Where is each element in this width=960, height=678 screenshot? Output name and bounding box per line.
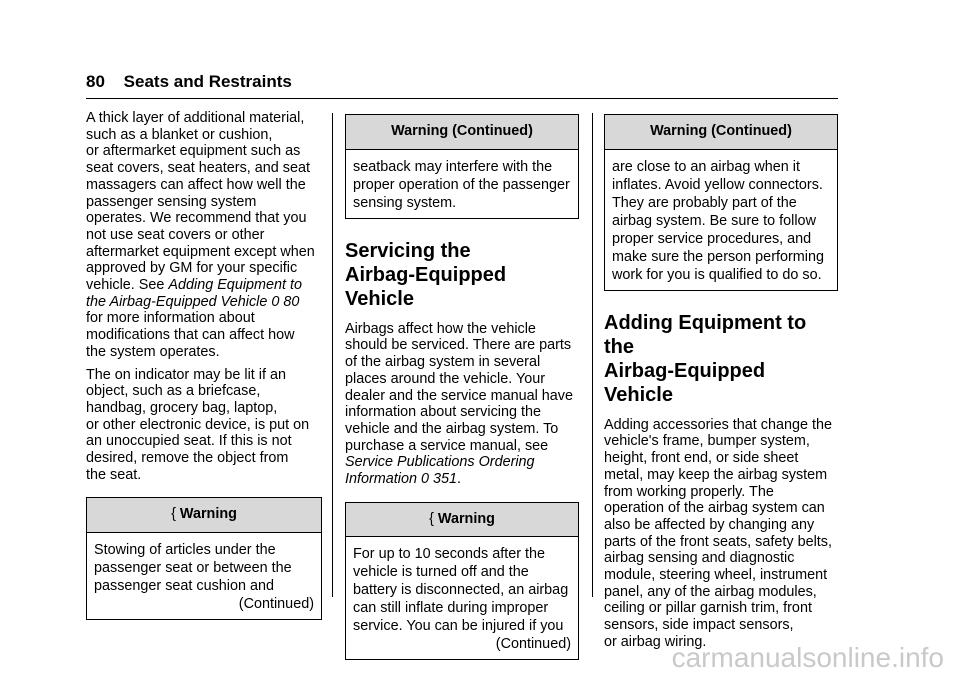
warning-continued-body: are close to an airbag when it inflates. Avoid yellow connectors. They are probably part of the airbag system. Be sure to follow proper service procedures, and make sure the person performing work for you is qualified to do so. [612,158,824,283]
warning-box [86,497,322,620]
warning-header: { Warning [346,503,578,538]
cross-reference-link[interactable]: Service Publications Ordering Information 0 351 [345,454,535,488]
warning-continued-box [604,114,838,291]
page-header [86,72,292,92]
warning-icon: { [171,506,176,523]
warning-box [345,502,579,661]
column-1 [86,110,322,620]
section-heading: Servicing the Airbag-Equipped Vehicle [345,239,507,310]
continued-label: (Continued) [238,596,314,613]
page-ref-icon: 0 [271,293,280,310]
warning-body: For up to 10 seconds after the vehicle is turned off and the battery is disconnected, an airbag can still inflate during improper service. You can be injured if you (Continued) [353,546,571,653]
section-title: Seats and Restraints [123,72,292,91]
watermark: carmanualsonline.info [671,642,944,673]
section-heading: Adding Equipment to the Airbag-Equipped Vehicle [604,311,807,406]
page-ref-icon: 0 [421,471,430,488]
column-2 [345,100,579,660]
column-divider-2 [592,113,593,597]
warning-continued-header: Warning (Continued) [605,115,837,150]
warning-body: Stowing of articles under the passenger seat or between the passenger seat cushion and (Continued) [94,542,314,613]
adding-equipment-paragraph: Adding accessories that change the vehicle's frame, bumper system, height, front end, or side sheet metal, may keep the airbag system from working properly. The operation of the airbag system can also be affected by changing any parts of the front seats, safety belts, airbag sensing and diagnostic module, steering wheel, instrument panel, any of the airbag modules, ceiling or pillar garnish trim, front sensors, side impact sensors, or airbag wiring. [604,416,833,650]
continued-label: (Continued) [495,636,571,653]
paragraph-2: The on indicator may be lit if an object, such as a briefcase, handbag, grocery bag, laptop, or other electronic device, is put on an unoccupied seat. If this is not desired, remove the object from the seat. [86,366,310,483]
warning-continued-box [345,114,579,219]
warning-continued-header: Warning (Continued) [346,115,578,150]
page-number: 80 [86,72,105,91]
cross-reference-link[interactable]: Adding Equipment to the Airbag-Equipped Vehicle 0 80 [86,277,303,310]
column-3 [604,100,838,657]
servicing-paragraph: Airbags affect how the vehicle should be serviced. There are parts of the airbag system in several places around the vehicle. Your dealer and the service manual have information about servicing the vehicle and the airbag system. To purchase a service manual, see Service Publications Ordering Information 0 351. [345,320,573,488]
column-divider-1 [332,113,333,597]
warning-header: { Warning [87,498,321,533]
warning-icon: { [429,510,434,527]
warning-continued-body: seatback may interfere with the proper operation of the passenger sensing system. [353,158,570,211]
header-rule [86,98,838,99]
paragraph-1: A thick layer of additional material, such as a blanket or cushion, or aftermarket equipment such as seat covers, seat heaters, and seat massagers can affect how well the passenger sensing system operates. We recommend that you not use seat covers or other aftermarket equipment except when approved by GM for your specific vehicle. See Adding Equipment to the Airbag-Equipped Vehicle 0 80 for more information about modifications that can affect how the system operates. [86,110,315,360]
